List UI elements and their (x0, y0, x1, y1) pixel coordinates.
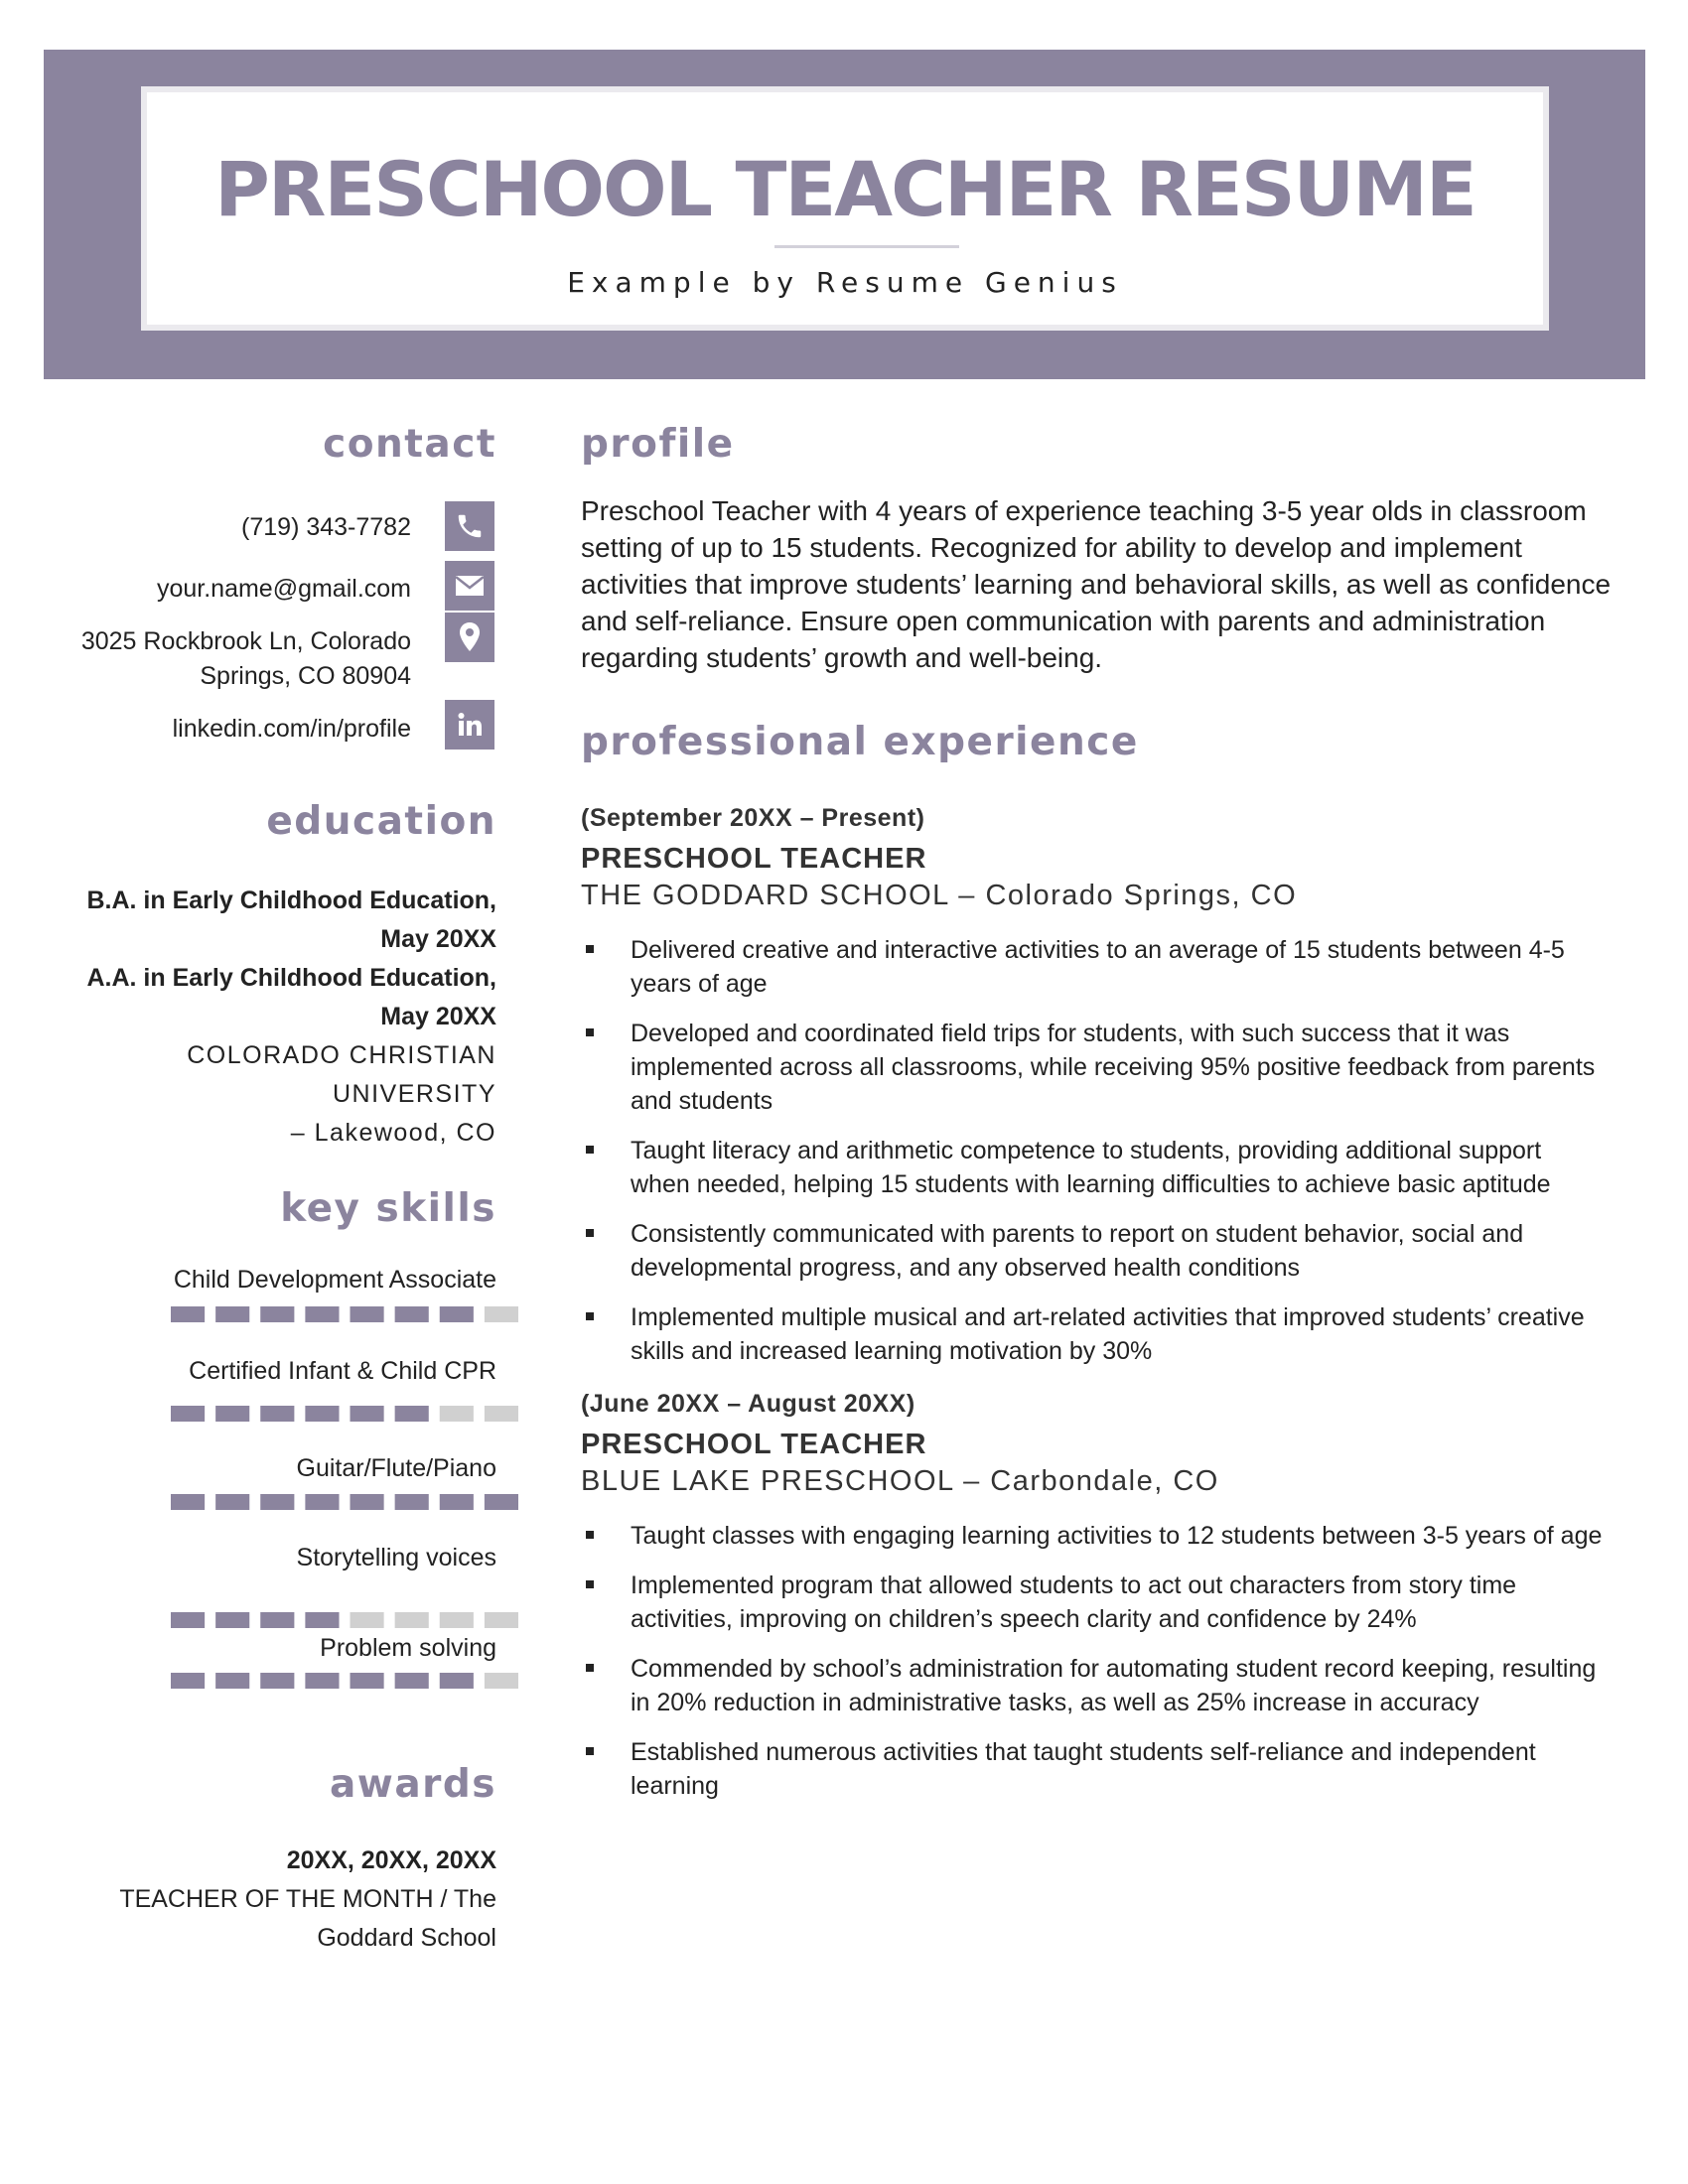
skill-segment-filled (215, 1406, 249, 1422)
skill-segment-filled (351, 1306, 384, 1322)
skill-segment-filled (260, 1673, 294, 1689)
skill-label: Child Development Associate (173, 1266, 496, 1294)
awards-heading: awards (329, 1762, 496, 1807)
award-line2: Goddard School (317, 1924, 496, 1952)
job-company: BLUE LAKE PRESCHOOL – Carbondale, CO (581, 1465, 1219, 1497)
skill-segment-filled (440, 1306, 474, 1322)
skill-segment-empty (485, 1673, 518, 1689)
award-years: 20XX, 20XX, 20XX (286, 1846, 496, 1874)
skill-segment-filled (351, 1494, 384, 1510)
skill-label: Problem solving (320, 1634, 496, 1662)
resume-title: PRESCHOOL TEACHER RESUME (214, 145, 1476, 233)
skill-segment-filled (215, 1612, 249, 1628)
skill-label: Guitar/Flute/Piano (296, 1454, 496, 1482)
skill-segment-filled (260, 1612, 294, 1628)
skill-segment-filled (260, 1406, 294, 1422)
skill-segment-empty (351, 1612, 384, 1628)
degree2-line2: May 20XX (380, 1003, 496, 1030)
skill-segment-filled (351, 1406, 384, 1422)
skill-rating-bar (171, 1406, 518, 1422)
map-pin-icon (445, 613, 494, 662)
skill-segment-empty (440, 1406, 474, 1422)
job-title: PRESCHOOL TEACHER (581, 1429, 927, 1460)
linkedin-icon[interactable] (445, 700, 494, 750)
award-line1: TEACHER OF THE MONTH / The (119, 1885, 496, 1913)
job-bullet: Established numerous activities that taught students self-reliance and independent learning (581, 1735, 1604, 1803)
job-title: PRESCHOOL TEACHER (581, 843, 927, 875)
skill-segment-empty (395, 1612, 429, 1628)
skill-segment-filled (395, 1306, 429, 1322)
skill-segment-filled (171, 1406, 205, 1422)
skill-segment-filled (395, 1673, 429, 1689)
job-bullet: Delivered creative and interactive activities to an average of 15 students between 4-5 years of age (581, 933, 1604, 1001)
contact-address-line2: Springs, CO 80904 (200, 662, 411, 690)
skill-segment-filled (305, 1612, 339, 1628)
skill-segment-filled (440, 1494, 474, 1510)
skill-segment-filled (260, 1306, 294, 1322)
profile-heading: profile (581, 422, 735, 467)
envelope-icon (445, 561, 494, 611)
skill-segment-filled (171, 1494, 205, 1510)
skill-segment-filled (305, 1406, 339, 1422)
contact-phone[interactable]: (719) 343-7782 (241, 513, 411, 541)
contact-heading: contact (323, 422, 496, 467)
skill-segment-empty (485, 1306, 518, 1322)
skill-rating-bar (171, 1673, 518, 1689)
skill-segment-filled (215, 1306, 249, 1322)
header-banner (44, 50, 1645, 379)
skill-segment-filled (395, 1406, 429, 1422)
skill-segment-filled (305, 1494, 339, 1510)
school-line2: UNIVERSITY (332, 1080, 496, 1108)
job-bullet: Implemented program that allowed students to act out characters from story time activities, improving on children’s speech clarity and confidence by 24% (581, 1569, 1604, 1636)
job-bullet: Developed and coordinated field trips for students, with such success that it was implemented across all classrooms, while receiving 95% positive feedback from parents and students (581, 1017, 1604, 1118)
job-dates: (June 20XX – August 20XX) (581, 1390, 915, 1418)
skills-heading: key skills (280, 1186, 496, 1231)
job-bullet: Taught classes with engaging learning activities to 12 students between 3-5 years of age (581, 1519, 1604, 1553)
degree1-line2: May 20XX (380, 925, 496, 953)
job-bullet: Commended by school’s administration for automating student record keeping, resulting in 20% reduction in administrative tasks, as well as 25% increase in accuracy (581, 1652, 1604, 1719)
skill-segment-filled (171, 1612, 205, 1628)
skill-segment-filled (260, 1494, 294, 1510)
skill-segment-filled (215, 1673, 249, 1689)
degree2-line1: A.A. in Early Childhood Education, (86, 964, 496, 992)
school-location: – Lakewood, CO (290, 1119, 496, 1147)
skill-segment-filled (440, 1673, 474, 1689)
skill-segment-filled (395, 1494, 429, 1510)
school-line1: COLORADO CHRISTIAN (187, 1041, 496, 1069)
skill-segment-empty (485, 1406, 518, 1422)
contact-email[interactable]: your.name@gmail.com (156, 575, 411, 603)
skill-segment-filled (305, 1673, 339, 1689)
skill-segment-empty (440, 1612, 474, 1628)
skill-segment-filled (215, 1494, 249, 1510)
skill-rating-bar (171, 1494, 518, 1510)
job-dates: (September 20XX – Present) (581, 804, 925, 832)
job-bullet: Taught literacy and arithmetic competence to students, providing additional support when needed, helping 15 students with learning difficulties to achieve basic aptitude (581, 1134, 1604, 1201)
experience-heading: professional experience (581, 720, 1139, 764)
skill-segment-filled (485, 1494, 518, 1510)
job-bullet: Consistently communicated with parents to report on student behavior, social and developmental progress, and any observed health conditions (581, 1217, 1604, 1285)
skill-label: Certified Infant & Child CPR (189, 1357, 496, 1385)
degree1-line1: B.A. in Early Childhood Education, (86, 887, 496, 914)
skill-label: Storytelling voices (296, 1544, 496, 1571)
skill-segment-filled (305, 1306, 339, 1322)
job-bullets (581, 1519, 1604, 1819)
contact-address-line1: 3025 Rockbrook Ln, Colorado (80, 627, 411, 655)
title-divider (774, 245, 959, 248)
profile-summary: Preschool Teacher with 4 years of experience teaching 3-5 year olds in classroom setting of up to 15 students. Recognized for ability to develop and implement activities that improve students’ learning and behavioral skills, as well as confidence and self-reliance. Ensure open communication with parents and administration regarding students’ growth and well-being. (581, 495, 1612, 673)
skill-segment-filled (171, 1306, 205, 1322)
education-heading: education (266, 799, 496, 844)
job-bullets (581, 933, 1604, 1384)
title-card (141, 86, 1549, 331)
contact-linkedin[interactable]: linkedin.com/in/profile (172, 715, 411, 743)
skill-rating-bar (171, 1612, 518, 1628)
phone-icon (445, 501, 494, 551)
skill-segment-filled (351, 1673, 384, 1689)
skill-rating-bar (171, 1306, 518, 1322)
job-bullet: Implemented multiple musical and art-related activities that improved students’ creative skills and increased learning motivation by 30% (581, 1300, 1604, 1368)
skill-segment-filled (171, 1673, 205, 1689)
job-company: THE GODDARD SCHOOL – Colorado Springs, CO (581, 880, 1298, 911)
skill-segment-empty (485, 1612, 518, 1628)
resume-subtitle: Example by Resume Genius (567, 266, 1123, 299)
